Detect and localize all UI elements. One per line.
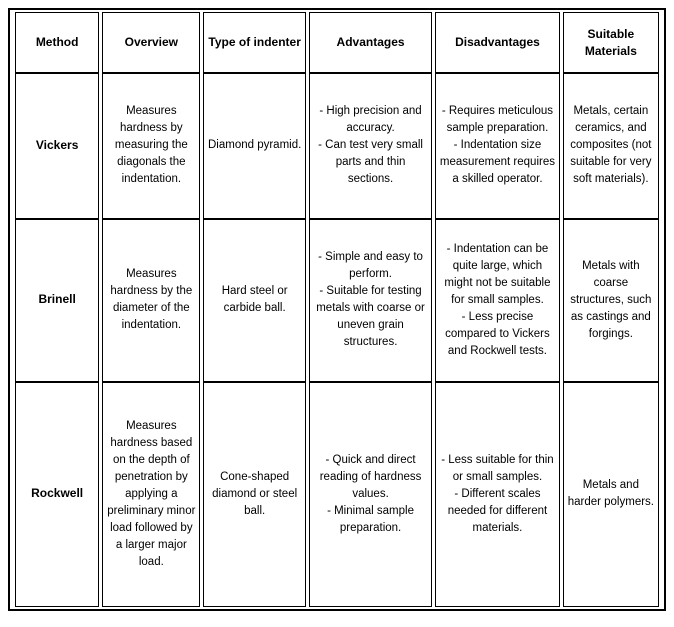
advantage-item: - Minimal sample preparation. <box>327 504 414 534</box>
column-header-suitable-materials: Suitable Materials <box>563 12 659 73</box>
disadvantage-item: - Less suitable for thin or small samples. <box>441 453 554 483</box>
advantage-item: - Can test very small parts and thin sections. <box>318 139 423 186</box>
overview-cell-vickers: Measures hardness by measuring the diagonals the indentation. <box>102 73 200 219</box>
advantages-cell-vickers <box>309 73 432 219</box>
advantage-item: - High precision and accuracy. <box>319 105 422 135</box>
advantage-item: - Suitable for testing metals with coarse or uneven grain structures. <box>316 285 425 349</box>
overview-cell-rockwell: Measures hardness based on the depth of penetration by applying a preliminary minor load followed by a larger major load. <box>102 382 200 607</box>
table-row-vickers <box>15 73 659 219</box>
advantages-cell-rockwell <box>309 382 432 607</box>
column-header-advantages: Advantages <box>309 12 432 73</box>
table-row-brinell <box>15 219 659 382</box>
disadvantage-item: - Indentation can be quite large, which might not be suitable for small samples. <box>444 242 551 306</box>
materials-cell-brinell: Metals with coarse structures, such as castings and forgings. <box>563 219 659 382</box>
indenter-cell-vickers: Diamond pyramid. <box>203 73 306 219</box>
materials-cell-vickers: Metals, certain ceramics, and composites (not suitable for very soft materials). <box>563 73 659 219</box>
disadvantage-item: - Less precise compared to Vickers and Rockwell tests. <box>445 310 550 357</box>
disadvantages-cell-vickers <box>435 73 560 219</box>
column-header-overview: Overview <box>102 12 200 73</box>
disadvantages-cell-brinell <box>435 219 560 382</box>
column-header-indenter-type: Type of indenter <box>203 12 306 73</box>
table-frame <box>8 8 666 611</box>
overview-cell-brinell: Measures hardness by the diameter of the indentation. <box>102 219 200 382</box>
disadvantage-item: - Indentation size measurement requires a skilled operator. <box>439 139 555 186</box>
column-header-disadvantages: Disadvantages <box>435 12 560 73</box>
method-name-vickers: Vickers <box>15 73 99 219</box>
header-row <box>15 12 659 73</box>
disadvantage-item: - Different scales needed for different materials. <box>447 487 548 534</box>
table-row-rockwell <box>15 382 659 607</box>
disadvantages-cell-rockwell <box>435 382 560 607</box>
indenter-cell-rockwell: Cone-shaped diamond or steel ball. <box>203 382 306 607</box>
advantages-cell-brinell <box>309 219 432 382</box>
materials-cell-rockwell: Metals and harder polymers. <box>563 382 659 607</box>
disadvantage-item: - Requires meticulous sample preparation. <box>441 105 554 135</box>
advantage-item: - Simple and easy to perform. <box>318 251 423 281</box>
indenter-cell-brinell: Hard steel or carbide ball. <box>203 219 306 382</box>
advantage-item: - Quick and direct reading of hardness values. <box>319 453 422 500</box>
method-name-brinell: Brinell <box>15 219 99 382</box>
hardness-methods-comparison-table <box>12 12 662 607</box>
method-name-rockwell: Rockwell <box>15 382 99 607</box>
column-header-method: Method <box>15 12 99 73</box>
